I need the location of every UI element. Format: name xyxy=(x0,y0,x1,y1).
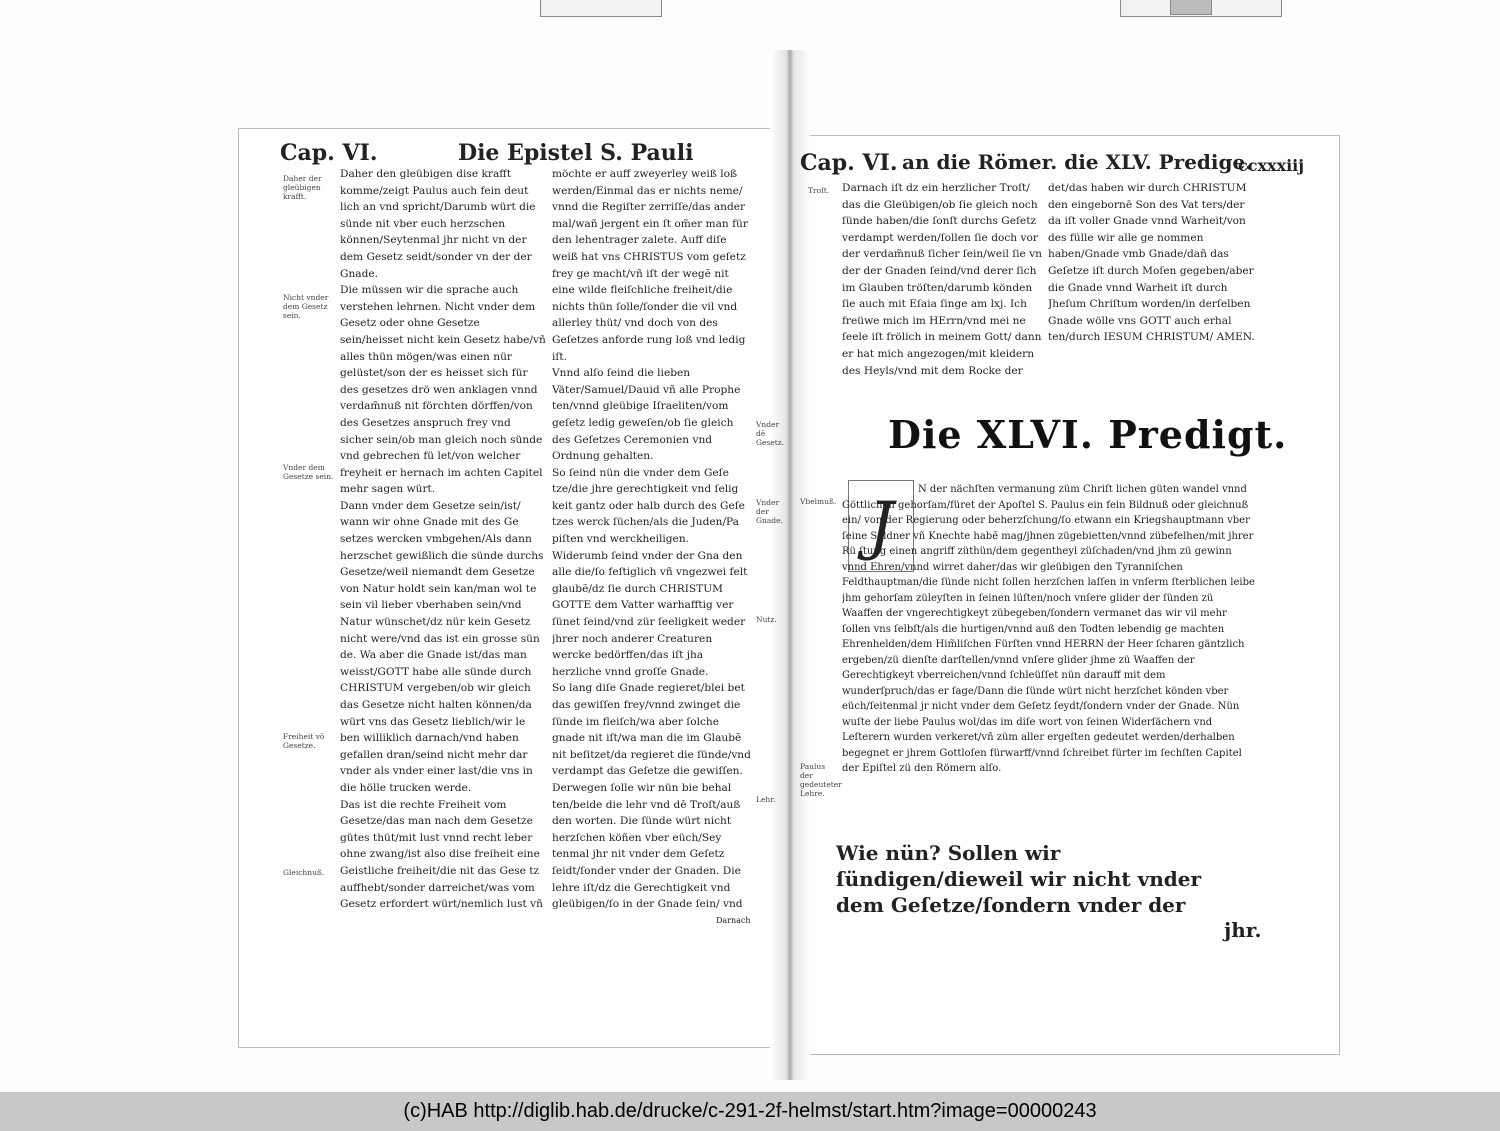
left-catchword: Darnach xyxy=(716,916,751,925)
margin-note: Lehr. xyxy=(756,795,776,804)
sermon-title: Die XLVI. Predigt. xyxy=(888,412,1288,457)
margin-note: Nicht vnder dem Gesetz sein. xyxy=(283,293,329,320)
left-chapter-heading: Cap. VI. xyxy=(280,140,378,166)
page-tab-right-marker xyxy=(1170,0,1212,15)
margin-note: Vnder dē Gesetz. xyxy=(756,420,785,447)
paragraph: Die müssen wir die sprache auch verstehen lehrnen. Nicht vnder dem Gesetz oder ohne Gesetze sein/heisset nicht kein Gesetz habe/vñ alles thün mögen/was einen nür gelüstet/son der es heisset sich für des gesetzes drö wen anklagen vnnd verdam̃nuß nit förchten dörffen/von des Gesetzes anspruch frey vnd sicher sein/ob man gleich noch sünde vnd gebrechen fü let/von welcher freyheit er hernach im achten Capitel mehr sagen würt. xyxy=(340,284,546,496)
paragraph: So lang diſe Gnade regieret/blei bet das gewiſſen frey/vnnd zwinget die ſünde im fleiſch/wa aber ſolche gnade nit iſt/wa man die im Glaubẽ nit beſitzet/da regieret die ſünde/vnd verdampt das Geſetze die gewiſſen. xyxy=(552,682,751,778)
paragraph: det/das haben wir durch CHRISTUM den eingebornē Son des Vat ters/der da iſt voller Gnade vnnd Warheit/von des fülle wir alle ge nommen haben/Gnade vmb Gnade/dañ das Geſetze iſt durch Moſen gegeben/aber die Gnade vnnd Warheit iſt durch Jheſum Chriſtum worden/in derſelben Gnade wölle vns GOTT auch erhal ten/durch IESUM CHRISTUM/ AMEN. xyxy=(1048,182,1255,344)
paragraph: Dann vnder dem Gesetze sein/ist/ wann wir ohne Gnade mit des Ge setzes wercken vmbgehen/Als dann herzschet gewißlich die sünde durchs Gesetze/weil niemandt dem Gesetze von Natur holdt sein kan/man wol te sein vil lieber vberhaben sein/vnd Natur wünschet/dz nür kein Gesetz nicht were/vnd das ist ein grosse sün de. Wa aber die Gnade ist/das man weisst/GOTT habe alle sünde durch CHRISTUM vergeben/ob wir gleich das Gesetze nicht halten können/da würt vns das Gesetz lieblich/wir le ben williklich darnach/vnd haben gefallen dran/seind nicht mehr dar vnder als vnder einer last/die vns in die hölle trucken werde. xyxy=(340,499,544,794)
right-running-title: an die Römer. die XLV. Predige. xyxy=(902,150,1253,174)
margin-note: Freiheit vō Gesetze. xyxy=(283,732,325,750)
book-gutter xyxy=(770,50,810,1080)
right-page-column-1 xyxy=(842,180,1042,380)
bible-verse xyxy=(836,840,1252,920)
page-tab-left xyxy=(540,0,662,17)
copyright-footer: (c)HAB http://diglib.hab.de/drucke/c-291-2f-helmst/start.htm?image=00000243 xyxy=(0,1092,1500,1131)
paragraph: Widerumb ſeind vnder der Gna den alle die/ſo feſtiglich vñ vngezwei felt glaubẽ/dz ſie durch CHRISTUM GOTTE dem Vatter warhafftig ver ſünet ſeind/vnd zür ſeeligkeit weder jhrer noch anderer Creaturen wercke bedörffen/das iſt jha herzliche vnnd groſſe Gnade. xyxy=(552,549,748,678)
paragraph: Darnach iſt dz ein herzlicher Troſt/ das die Gleübigen/ob ſie gleich noch ſünde haben/die ſonſt durchs Geſetz verdampt werden/ſollen ſie doch vor der verdam̃nuß ſicher ſein/weil ſie vn der der Gnaden ſeind/vnd derer ſich im Glauben tröſten/darumb könden ſie auch mit Eſaia ſinge am lxj. Ich freüwe mich im HErrn/vnd mei ne ſeele iſt frölich in meinem Gott/ dann er hat mich angezogen/mit kleidern des Heyls/vnd mit dem Rocke der xyxy=(842,182,1042,377)
folio-number: ccxxxiij xyxy=(1238,156,1305,175)
margin-note: Vbelmuß. xyxy=(800,497,837,506)
margin-note: Paulus der gedeuteter Lehre. xyxy=(800,762,842,798)
margin-note: Nutz. xyxy=(756,615,777,624)
sermon-intro xyxy=(842,482,1256,812)
paragraph: Wie nün? Sollen wir ſündigen/dieweil wir nicht vnder dem Geſetze/ſondern vnder der xyxy=(836,841,1202,917)
paragraph: N der nächſten vermanung züm Chriſt lichen güten wandel vnnd Göttlichen gehorſam/füret der Apoſtel S. Paulus ein fein Bildnuß oder gleichnuß ein/ von der Regierung oder beherzſchung/ſo etwann ein Kriegshauptmann vber ſeine Soldner vñ Knechte habē mag/jhnen zügebietten/vnnd zübefelhen/mit jhrer Rü ſtung einen angriff züthün/dem gegentheyl züſchaden/vnd jhm zü gewinn vnnd Ehren/vnnd wirret daher/das wir gleübigen den Tyranniſchen Feldthauptman/die ſünde nicht ſollen herzſchen laſſen in vnſerm ſterblichen leibe jhm gehorſam züleyſten in ſeinen lüſten/noch vnſere glider der ſünden zü Waaffen der vngerechtigkeyt zübegeben/ſondern vermanet das wir vil mehr ſollen vns ſelbſt/als die hurtigen/vnnd auß den Todten lebendig ge machten Ehrenhelden/dem Him̃liſchen Fürſten vnnd HERRN der Heer ſcharen gäntzlich ergeben/zü dienſte darſtellen/vnnd vnſere glider jhme zü Waaffen der Gerechtigkeyt vberreichen/vnnd ſchleüſſet nün darauff mit dem wunderſpruch/das er ſage/Dann die ſünde würt nicht herzſchet könden vber eüch/ſeitenmal jr nicht vnder dem Geſetz ſeydt/ſondern vnder der Gnade. Nün wuſte der liebe Paulus wol/das im diſe wort von ſeinen Widerſächern vnd Leſterern wurden verkeret/vñ züm aller ergeſten gedeutet werden/derhalben begegnet er jhrem Gottloſen fürwarff/vnnd ſchreibet fürter im ſechſten Capitel der Epiſtel zü den Römern alſo. xyxy=(842,484,1255,774)
right-page-column-2 xyxy=(1048,180,1258,370)
paragraph: Daher den gleübigen dise krafft komme/zeigt Paulus auch fein deut lich an vnd spricht/Darumb würt die sünde nit vber euch herzschen können/Seytenmal jhr nicht vn der dem Gesetz seidt/sonder vn der der Gnade. xyxy=(340,168,536,280)
margin-note: Troſt. xyxy=(808,186,830,195)
margin-note: Vnder der Gnade. xyxy=(756,498,783,525)
left-running-title: Die Epistel S. Pauli xyxy=(458,140,694,166)
left-page-column-1 xyxy=(340,166,546,916)
margin-note: Gleichnuß. xyxy=(283,868,325,877)
paragraph: möchte er auff zweyerley weiß loß werden/Einmal das er nichts neme/ vnnd die Regiſter zerriſſe/das ander mal/wañ jergent ein ſt om̃er man für den lehentrager zalete. Auff diſe weiß hat vns CHRISTUS vom geſetz frey ge macht/vñ iſt der wegẽ nit eine wilde fleiſchliche freiheit/die nichts thün ſolle/ſonder die vil vnd allerley thüt/ vnd doch von des Geſetzes anforde rung loß vnd ledig iſt. xyxy=(552,168,748,363)
paragraph: Derwegen ſolle wir nün bie behal ten/beide die lehr vnd dē Troſt/auß den worten. Die ſünde würt nicht herzſchen köñen vber eüch/Sey tenmal jhr nit vnder dem Geſetz ſeidt/ſonder vnder der Gnaden. Die lehre iſt/dz die Gerechtigkeit vnd gleübigen/ſo in der Gnade ſein/ vnd xyxy=(552,781,743,911)
left-page-column-2 xyxy=(552,166,752,916)
margin-note: Daher der gleübigen krafft. xyxy=(283,174,322,201)
margin-note: Vnder dem Gesetze sein. xyxy=(283,463,334,481)
decorated-initial: J xyxy=(848,480,914,572)
right-catchword: jhr. xyxy=(1224,918,1262,942)
paragraph: Vnnd alſo ſeind die lieben Väter/Samuel/Dauid vñ alle Prophe ten/vnnd gleübige Iſraeliten/vom geſetz ledig geweſen/ob ſie gleich des Geſetzes Ceremonien vnd Ordnung gehalten. xyxy=(552,367,741,463)
right-chapter-heading: Cap. VI. xyxy=(800,150,898,176)
paragraph: Das ist die rechte Freiheit vom Gesetze/das man nach dem Gesetze gütes thüt/mit lust vnnd recht leber ohne zwang/ist also dise freiheit eine Geistliche freiheit/die nit das Gese tz auffhebt/sonder darreichet/was vom Gesetz erfordert würt/nemlich lust vñ xyxy=(340,798,543,911)
paragraph: So ſeind nün die vnder dem Geſe tze/die jhre gerechtigkeit vnd ſelig keit gantz oder halb durch des Geſe tzes werck ſüchen/als die Juden/Pa piſten vnd werckheiligen. xyxy=(552,466,745,546)
